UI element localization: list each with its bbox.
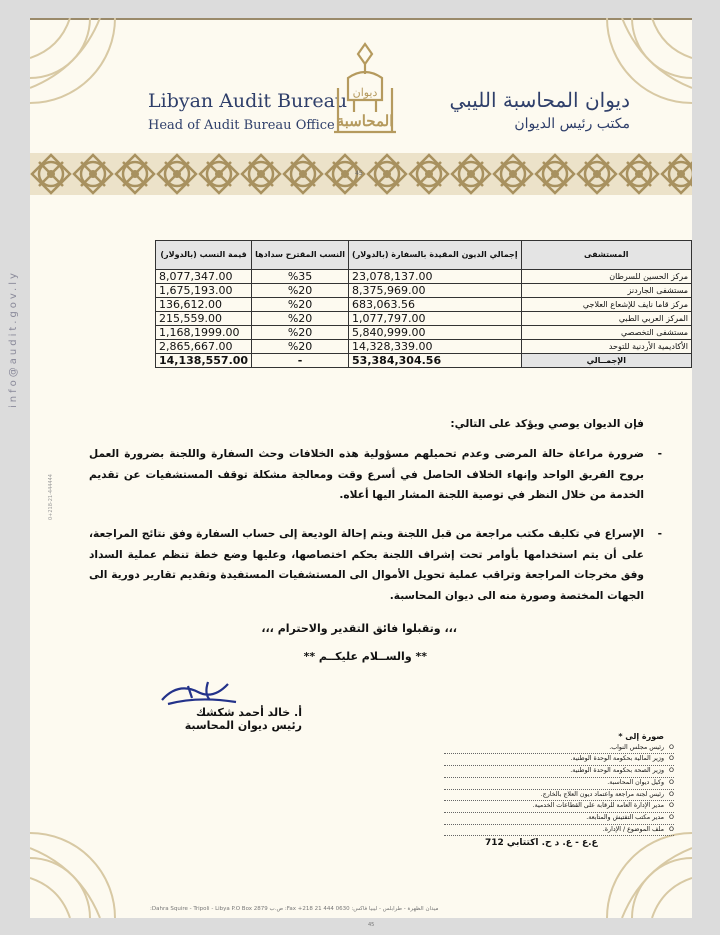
side-small-text: 0+218-21-444444 (48, 474, 54, 520)
cc-item-text: مدير مكتب التفتيش والمتابعة. (586, 813, 664, 821)
cc-item (444, 743, 674, 755)
cc-item-text: رئيس مجلس النواب. (609, 743, 664, 751)
recommendation-2-text: الإسراع في تكليف مكتب مراجعة من قبل اللجنة ويتم إحالة الوديعة إلى حساب السفارة وفق نتائج المراجعة، على أن يتم استخدامها بأوامر تحت إشراف اللجنة بحكم اختصاصها، وعليها وضع خطة تنظم عملية السداد وفق مخرجات المراجعة وتراقب عملية تحويل الأموال الى المستشفيات المستفيدة وتقديم تقارير دورية الى الجهات المختصة وصورة منه الى ديوان المحاسبة. (89, 528, 644, 602)
table-row (156, 326, 692, 340)
table-row (156, 298, 692, 312)
side-email: info@audit.gov.ly (8, 270, 19, 408)
cell-value: 1,168,1999.00 (156, 326, 252, 340)
cc-item-text: وكيل ديوان المحاسبة. (607, 778, 664, 786)
recommendation-2 (89, 524, 662, 606)
cc-item (444, 778, 674, 790)
cc-item (444, 813, 674, 825)
cell-debt: 5,840,999.00 (349, 326, 522, 340)
header-proposed-pct: النسب المقترح سدادها (252, 241, 349, 270)
cc-mark: O (669, 767, 674, 775)
cell-pct: %35 (252, 270, 349, 284)
cc-mark: O (669, 802, 674, 810)
table-row (156, 270, 692, 284)
cell-pct: %20 (252, 340, 349, 354)
cc-item (444, 766, 674, 778)
table-total-row (156, 354, 692, 368)
logo-text-top: ديوان (352, 86, 378, 99)
header-arabic (449, 88, 630, 132)
footer-address: ميدان الظهرة - طرابلس - ليبيا فاكس: 0630 444 21 218+ Fax: ص.ب 2879 Dahra Squire - Tripoli - Libya P.O Box: (150, 906, 439, 912)
signatory (152, 706, 302, 732)
cc-item-text: وزير المالية بحكومة الوحدة الوطنية. (570, 755, 664, 763)
recommendation-1-text: ضرورة مراعاة حالة المرضى وعدم تحميلهم مسؤولية هذه الخلافات وحث السفارة واللجنة بضرورة العمل بروح الفريق الواحد وإنهاء الخلاف الحاصل في أسرع وقت ومعالجة مشكلة توقف المستشفيات عن تقديم الخدمة من خلال النظر في توصية اللجنة المشار اليها أعلاه. (89, 448, 644, 501)
table-row (156, 340, 692, 354)
table-row (156, 284, 692, 298)
cc-title: صورة إلى * (618, 732, 664, 741)
office-name-en: Head of Audit Bureau Office (148, 118, 335, 133)
header-total-debt: إجمالي الديون المقيدة بالسفارة (بالدولار) (349, 241, 522, 270)
cc-mark: O (669, 755, 674, 763)
recommendation-intro: فإن الديوان يوصي ويؤكد على التالي: (450, 418, 644, 430)
cell-debt: 14,328,339.00 (349, 340, 522, 354)
cell-total-debt: 53,384,304.56 (349, 354, 522, 368)
cc-mark: O (669, 825, 674, 833)
cc-item-text: ملف الموضوع / الإدارة. (602, 825, 664, 833)
table-header-row (156, 241, 692, 270)
cell-total-pct: - (252, 354, 349, 368)
logo-text-bottom: المحاسبة (336, 112, 394, 130)
cell-hospital: مركز قاما نايف للإشعاع العلاجي (521, 298, 691, 312)
cell-pct: %20 (252, 312, 349, 326)
bureau-name-ar: ديوان المحاسبة الليبي (449, 88, 630, 112)
signature-icon (158, 678, 240, 708)
cc-item (444, 801, 674, 813)
cell-hospital: مستشفى التخصصي (521, 326, 691, 340)
cell-total-value: 14,138,557.00 (156, 354, 252, 368)
cc-item-text: مدير الإدارة العامة للرقابة على القطاعات الخدمية. (532, 802, 664, 810)
closing-regards: ،،، وتقبلوا فائق التقدير والاحترام ،،، (261, 622, 457, 635)
cell-hospital: مستشفى الجاردنز (521, 284, 691, 298)
bureau-name-en: Libyan Audit Bureau (148, 90, 348, 112)
bullet-2: - (657, 528, 662, 540)
cc-mark: O (669, 813, 674, 821)
cc-list (444, 732, 674, 836)
cc-mark: O (669, 743, 674, 751)
cell-debt: 1,077,797.00 (349, 312, 522, 326)
cc-mark: O (669, 790, 674, 798)
corner-ornament-top-left (30, 18, 140, 128)
table-row (156, 312, 692, 326)
signatory-title: رئيس ديوان المحاسبة (184, 719, 302, 732)
cell-total-label: الإجمــالي (521, 354, 691, 368)
cell-hospital: المركز العربي الطبي (521, 312, 691, 326)
debts-table (155, 240, 692, 368)
bullet-1: - (657, 448, 662, 460)
header-english (148, 90, 347, 133)
footer-page-number: 45 (368, 922, 375, 928)
cc-item-text: رئيس لجنة مراجعة واعتماد ديون العلاج بالخارج. (540, 790, 664, 798)
cell-value: 1,675,193.00 (156, 284, 252, 298)
cc-item (444, 790, 674, 802)
cc-item-text: وزير الصحة بحكومة الوحدة الوطنية. (570, 767, 664, 775)
cell-value: 2,865,667.00 (156, 340, 252, 354)
cell-pct: %20 (252, 298, 349, 312)
cell-debt: 23,078,137.00 (349, 270, 522, 284)
cell-hospital: مركز الحسين للسرطان (521, 270, 691, 284)
cc-item (444, 825, 674, 837)
cell-pct: %20 (252, 326, 349, 340)
header-pct-value: قيمة النسب (بالدولار) (156, 241, 252, 270)
cell-pct: %20 (252, 284, 349, 298)
recommendation-1 (89, 444, 662, 506)
cell-hospital: الأكاديمية الأردنية للتوحد (521, 340, 691, 354)
cell-debt: 8,375,969.00 (349, 284, 522, 298)
cell-value: 8,077,347.00 (156, 270, 252, 284)
cell-value: 136,612.00 (156, 298, 252, 312)
office-name-ar: مكتب رئيس الديوان (514, 116, 630, 132)
corner-ornament-bottom-left (30, 808, 140, 918)
cc-item (444, 754, 674, 766)
cc-mark: O (669, 778, 674, 786)
letter-page (30, 18, 692, 928)
page-marker: 45 (355, 170, 363, 177)
reference-code: ع.ع - ع. د ح. اكتتابي 712 (485, 838, 598, 848)
cell-value: 215,559.00 (156, 312, 252, 326)
cell-debt: 683,063.56 (349, 298, 522, 312)
bureau-logo-icon (320, 40, 410, 140)
header-hospital: المستشفى (521, 241, 691, 270)
closing-salam: ** والســلام عليكــم ** (303, 650, 427, 663)
signatory-name: أ. خالد أحمد شكشك (195, 706, 302, 719)
